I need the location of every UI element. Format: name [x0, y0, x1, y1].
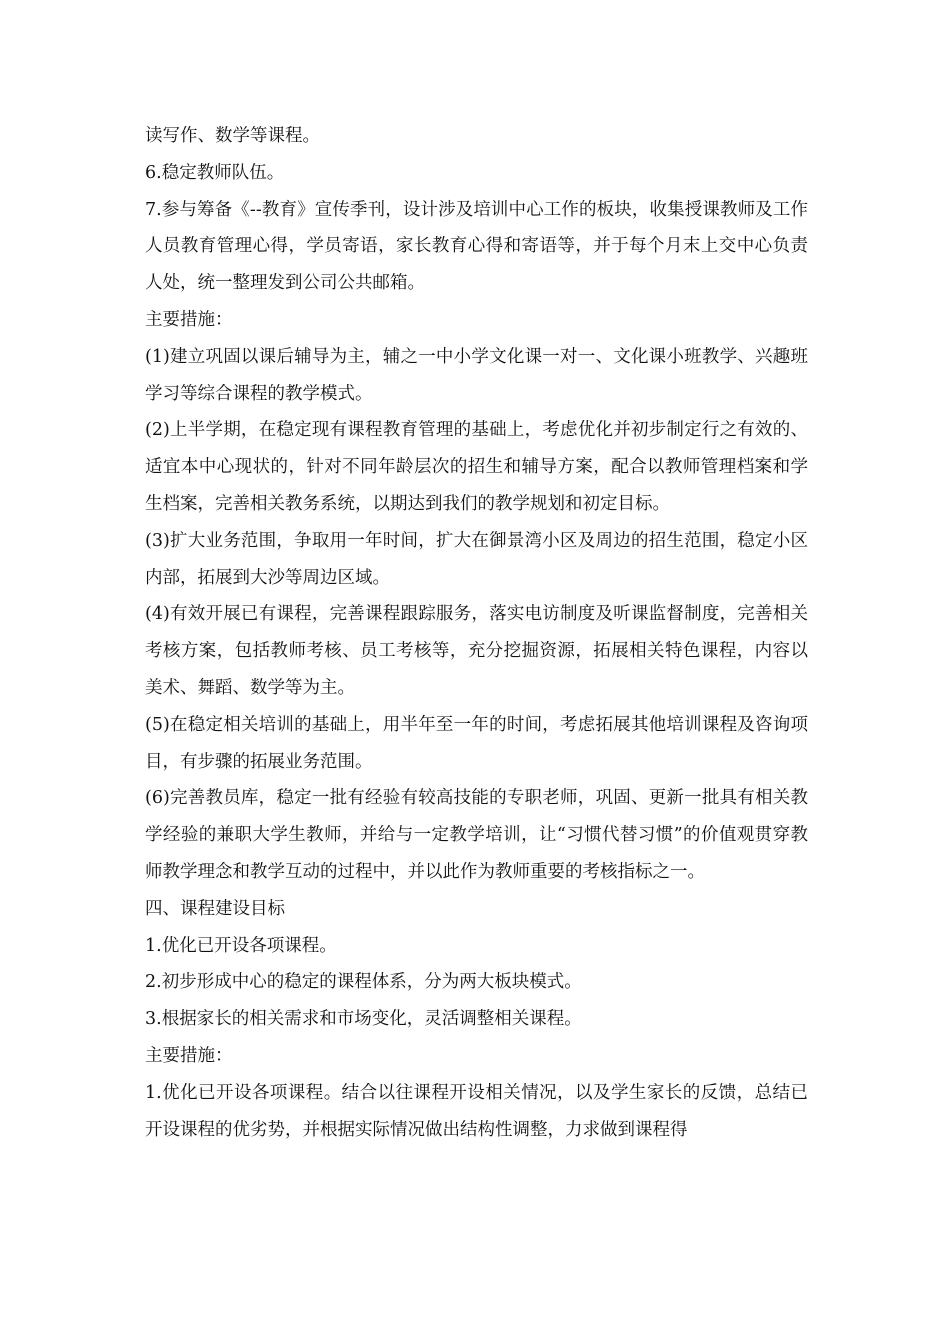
paragraph: 1.优化已开设各项课程。结合以往课程开设相关情况，以及学生家长的反馈，总结已开设课程的优劣势，并根据实际情况做出结构性调整，力求做到课程得 [145, 1082, 808, 1140]
paragraph: 6.稳定教师队伍。 [145, 162, 285, 183]
paragraph: (3)扩大业务范围，争取用一年时间，扩大在御景湾小区及周边的招生范围，稳定小区内部，拓展到大沙等周边区域。 [145, 530, 808, 588]
paragraph: 2.初步形成中心的稳定的课程体系，分为两大板块模式。 [145, 972, 582, 993]
paragraph: 读写作、数学等课程。 [145, 126, 320, 146]
paragraph: (4)有效开展已有课程，完善课程跟踪服务，落实电访制度及听课监督制度，完善相关考核方案，包括教师考核、员工考核等，充分挖掘资源，拓展相关特色课程，内容以美术、舞蹈、数学等为主。 [145, 604, 808, 698]
section-label: 主要措施： [145, 1045, 233, 1066]
document-page [145, 118, 808, 1148]
paragraph: 1.优化已开设各项课程。 [145, 935, 337, 956]
paragraph: (1)建立巩固以课后辅导为主，辅之一中小学文化课一对一、文化课小班教学、兴趣班学习等综合课程的教学模式。 [145, 346, 808, 404]
section-label: 主要措施： [145, 309, 233, 330]
paragraph: (5)在稳定相关培训的基础上，用半年至一年的时间，考虑拓展其他培训课程及咨询项目，有步骤的拓展业务范围。 [145, 714, 808, 772]
paragraph: (2)上半学期，在稳定现有课程教育管理的基础上，考虑优化并初步制定行之有效的、适宜本中心现状的，针对不同年龄层次的招生和辅导方案，配合以教师管理档案和学生档案，完善相关教务系统，以期达到我们的教学规划和初定目标。 [145, 420, 808, 514]
paragraph: 3.根据家长的相关需求和市场变化，灵活调整相关课程。 [145, 1009, 582, 1030]
paragraph: (6)完善教员库，稳定一批有经验有较高技能的专职老师，巩固、更新一批具有相关教学经验的兼职大学生教师，并给与一定教学培训，让“习惯代替习惯”的价值观贯穿教师教学理念和教学互动的过程中，并以此作为教师重要的考核指标之一。 [145, 788, 808, 882]
section-heading: 四、课程建设目标 [145, 898, 285, 919]
paragraph: 7.参与筹备《--教育》宣传季刊，设计涉及培训中心工作的板块，收集授课教师及工作人员教育管理心得，学员寄语，家长教育心得和寄语等，并于每个月末上交中心负责人处，统一整理发到公司公共邮箱。 [145, 199, 808, 294]
